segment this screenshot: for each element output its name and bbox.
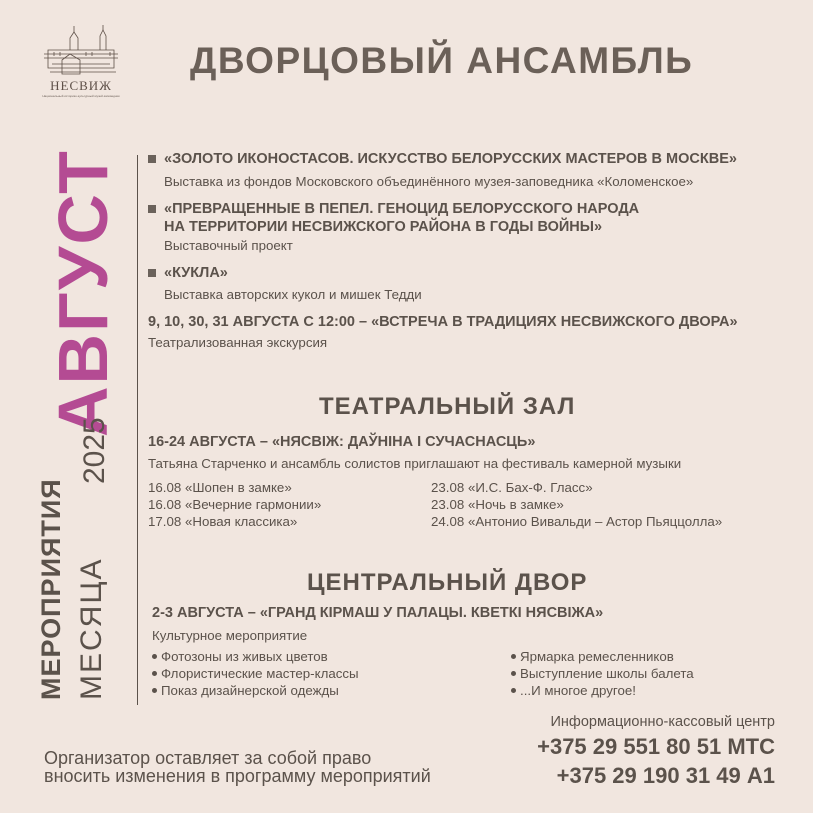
square-bullet-icon xyxy=(148,155,156,163)
excursion-desc: Театрализованная экскурсия xyxy=(148,335,328,350)
disclaimer-line1: Организатор оставляет за собой право xyxy=(44,748,372,768)
schedule-item: 24.08 «Антонио Вивальди – Астор Пьяццолла» xyxy=(431,514,723,529)
square-bullet-icon xyxy=(148,269,156,277)
month-word-label: МЕСЯЦА xyxy=(75,557,108,700)
exhibition-desc: Выставка из фондов Московского объединённого музея-заповедника «Коломенское» xyxy=(164,174,694,189)
logo-name: НЕСВИЖ xyxy=(50,78,112,93)
month-label: АВГУСТ xyxy=(44,149,122,437)
theatre-event-desc: Татьяна Старченко и ансамбль солистов приглашают на фестиваль камерной музыки xyxy=(148,456,682,471)
info-center-label: Информационно-кассовый центр xyxy=(550,714,775,730)
dot-bullet-icon xyxy=(152,671,157,676)
exhibition-desc: Выставочный проект xyxy=(164,238,293,253)
schedule-item: 16.08 «Шопен в замке» xyxy=(148,480,292,495)
schedule-item: 17.08 «Новая классика» xyxy=(148,514,298,529)
page-title: ДВОРЦОВЫЙ АНСАМБЛЬ xyxy=(190,40,694,81)
excursion-title: 9, 10, 30, 31 АВГУСТА С 12:00 – «ВСТРЕЧА В ТРАДИЦИЯХ НЕСВИЖСКОГО ДВОРА» xyxy=(148,314,738,330)
exhibition-title: «ПРЕВРАЩЕННЫЕ В ПЕПЕЛ. ГЕНОЦИД БЕЛОРУССКОГО НАРОДА xyxy=(164,201,640,217)
dot-bullet-icon xyxy=(511,688,516,693)
logo-subtitle: Национальный историко-культурный музей-заповедник xyxy=(42,94,120,98)
dot-bullet-icon xyxy=(511,671,516,676)
feature-item: Показ дизайнерской одежды xyxy=(152,682,339,699)
feature-item: ...И многое другое! xyxy=(511,682,636,699)
schedule-item: 23.08 «Ночь в замке» xyxy=(431,497,564,512)
exhibition-title: «КУКЛА» xyxy=(164,265,228,281)
feature-item: Фотозоны из живых цветов xyxy=(152,648,328,665)
dot-bullet-icon xyxy=(152,688,157,693)
castle-illustration-icon xyxy=(40,24,122,80)
events-label: МЕРОПРИЯТИЯ xyxy=(36,478,66,700)
square-bullet-icon xyxy=(148,205,156,213)
exhibition-title-line2: НА ТЕРРИТОРИИ НЕСВИЖСКОГО РАЙОНА В ГОДЫ ВОЙНЫ» xyxy=(164,219,603,235)
theatre-section-title: ТЕАТРАЛЬНЫЙ ЗАЛ xyxy=(319,393,576,420)
courtyard-event-title: 2-3 АВГУСТА – «ГРАНД КІРМАШ У ПАЛАЦЫ. КВЕТКІ НЯСВІЖА» xyxy=(152,605,604,621)
exhibition-desc: Выставка авторских кукол и мишек Тедди xyxy=(164,287,422,302)
phone-a1[interactable]: +375 29 190 31 49 А1 xyxy=(556,763,775,788)
feature-item: Выступление школы балета xyxy=(511,665,694,682)
exhibition-title: «ЗОЛОТО ИКОНОСТАСОВ. ИСКУССТВО БЕЛОРУССКИХ МАСТЕРОВ В МОСКВЕ» xyxy=(164,151,737,167)
theatre-event-title: 16-24 АВГУСТА – «НЯСВІЖ: ДАЎНІНА І СУЧАСНАСЦЬ» xyxy=(148,434,536,450)
dot-bullet-icon xyxy=(511,654,516,659)
feature-item: Флористические мастер-классы xyxy=(152,665,359,682)
museum-logo xyxy=(40,24,122,104)
year-label: 2025 xyxy=(78,417,111,484)
schedule-item: 16.08 «Вечерние гармонии» xyxy=(148,497,322,512)
feature-item: Ярмарка ремесленников xyxy=(511,648,674,665)
schedule-item: 23.08 «И.С. Бах-Ф. Гласс» xyxy=(431,480,593,495)
courtyard-section-title: ЦЕНТРАЛЬНЫЙ ДВОР xyxy=(307,569,588,596)
dot-bullet-icon xyxy=(152,654,157,659)
courtyard-event-desc: Культурное мероприятие xyxy=(152,628,308,643)
phone-mts[interactable]: +375 29 551 80 51 МТС xyxy=(537,734,775,759)
disclaimer-line2: вносить изменения в программу мероприятий xyxy=(44,766,431,786)
divider-line xyxy=(137,155,138,705)
